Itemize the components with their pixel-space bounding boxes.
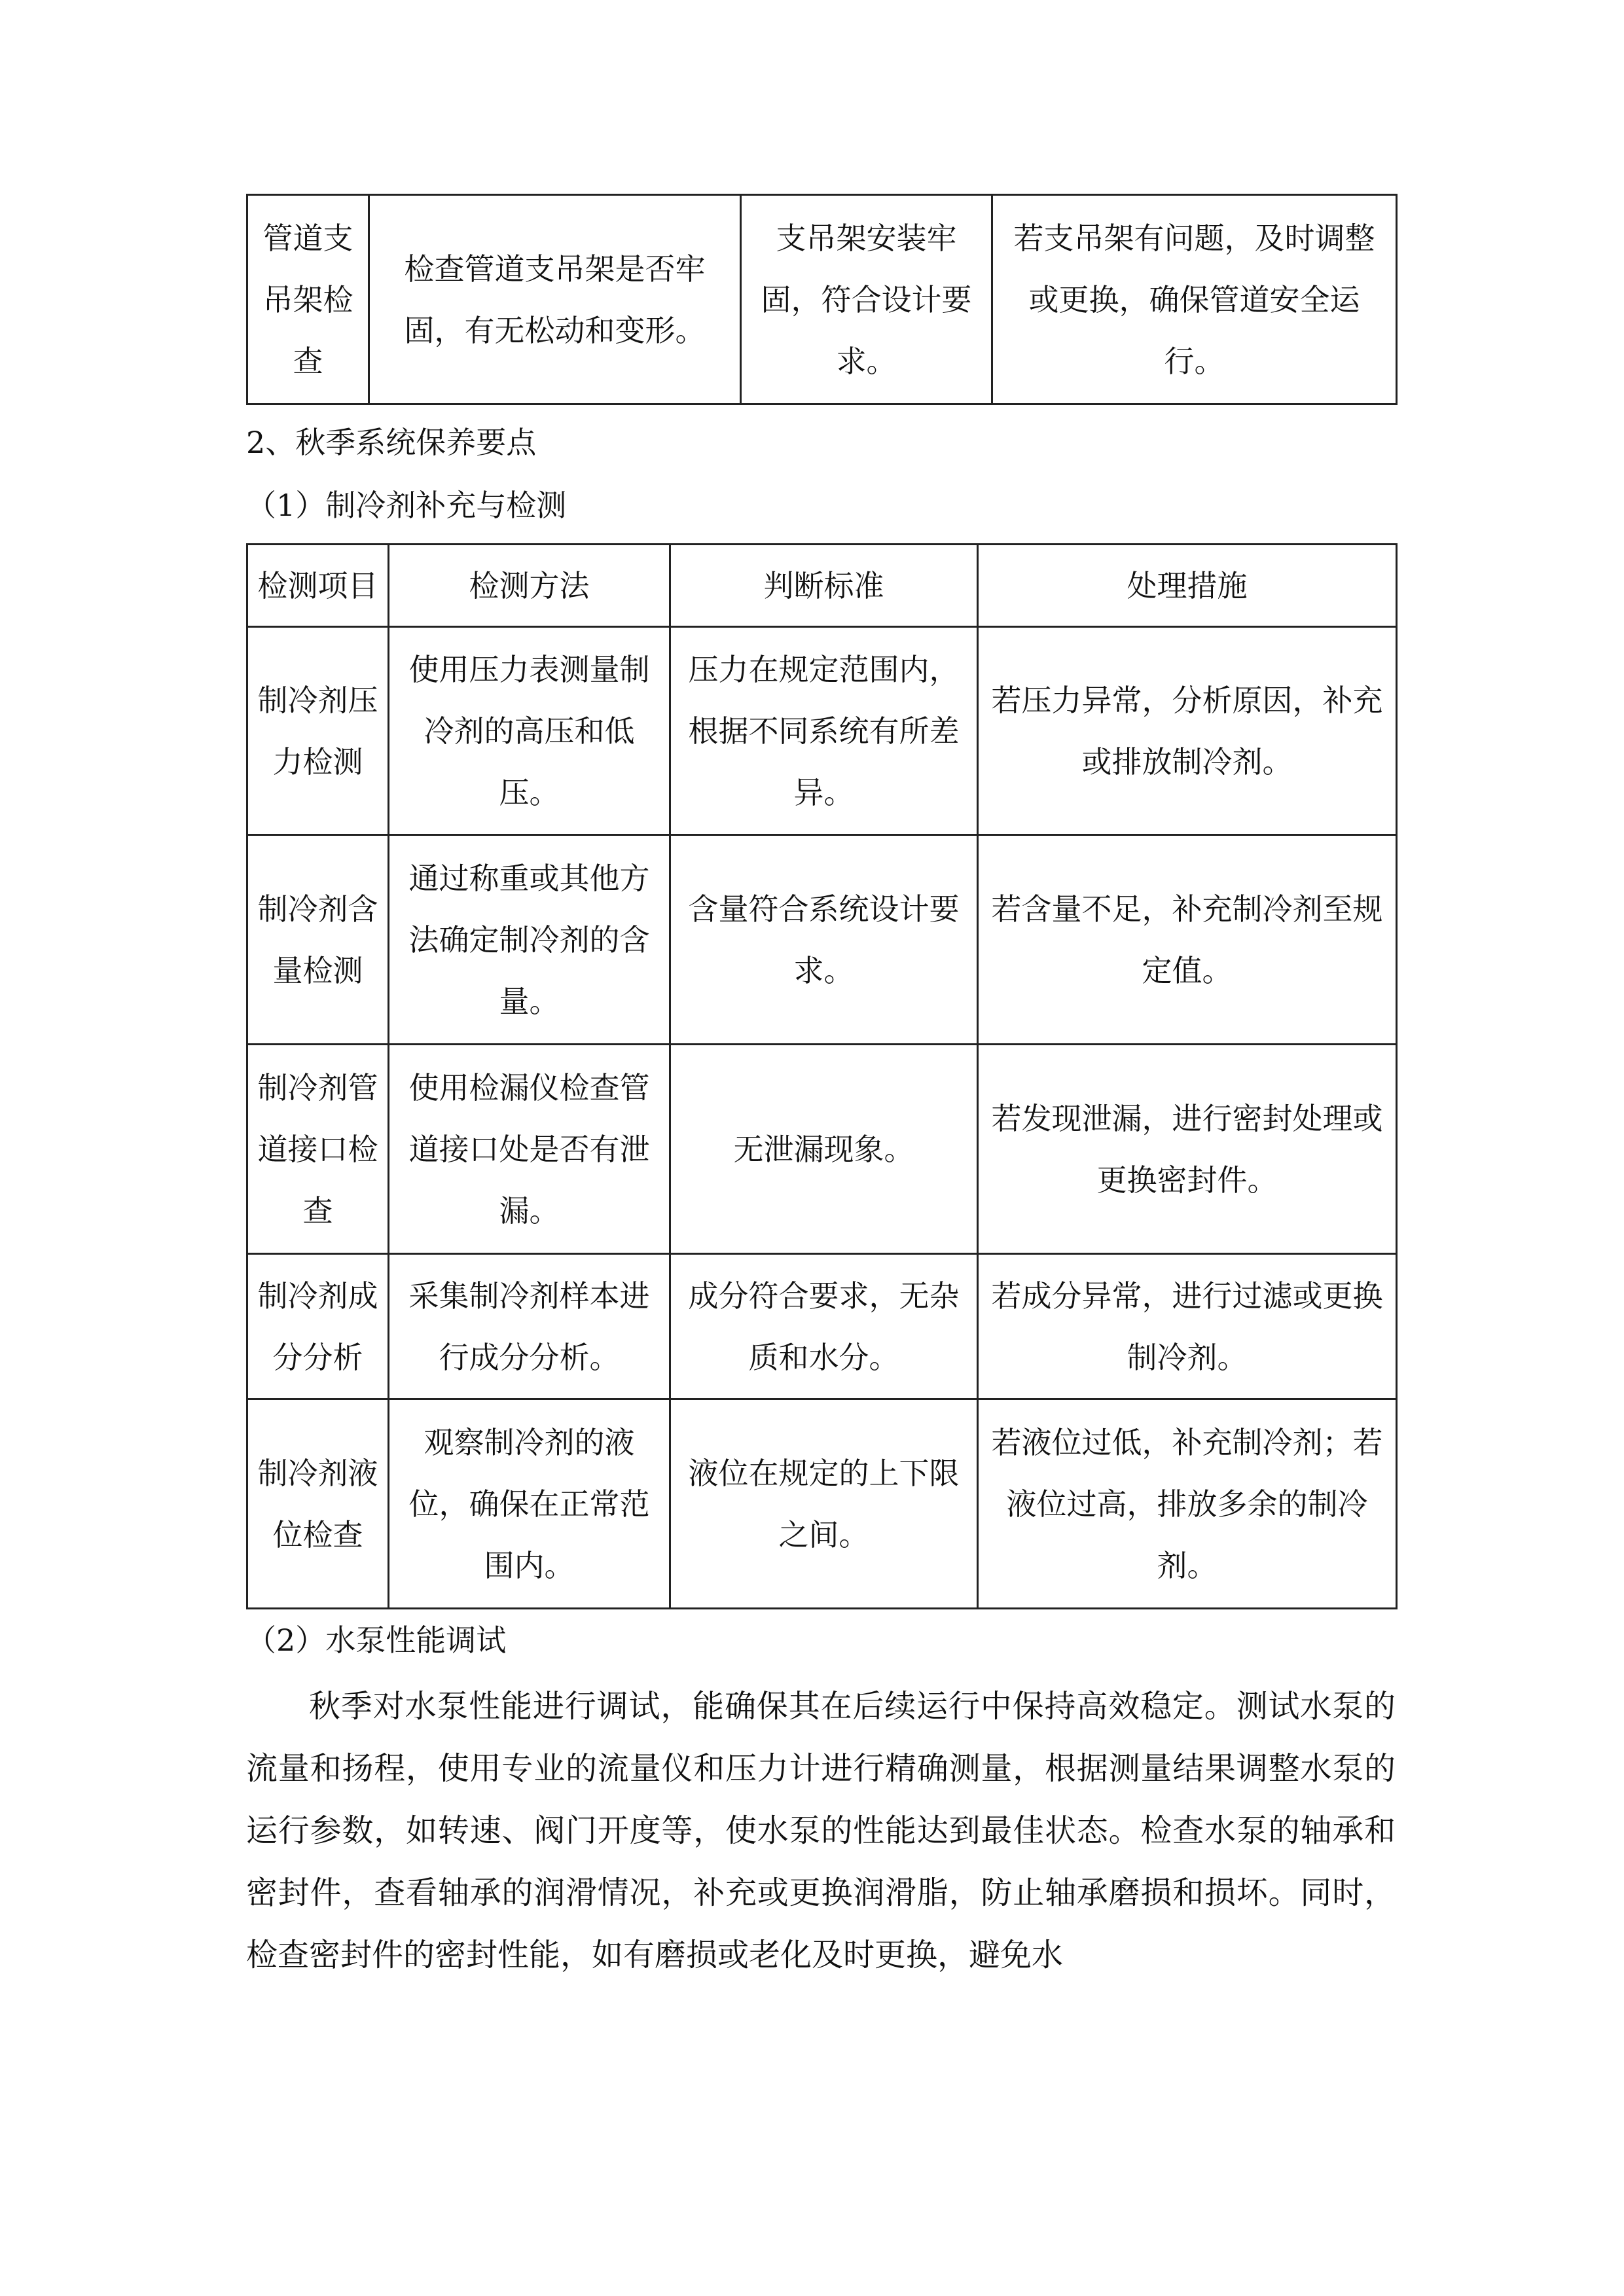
table-cell: 压力在规定范围内，根据不同系统有所差异。 [670, 627, 978, 835]
table-cell: 成分符合要求，无杂质和水分。 [670, 1254, 978, 1399]
table-cell: 若支吊架有问题，及时调整或更换，确保管道安全运行。 [992, 195, 1397, 404]
column-header: 检测方法 [389, 545, 670, 627]
refrigerant-table [246, 543, 1398, 1609]
table-cell: 制冷剂液位检查 [247, 1399, 389, 1609]
subsection-heading: （2）水泵性能调试 [246, 1623, 507, 1658]
table-cell: 制冷剂成分分析 [247, 1254, 389, 1399]
table-cell: 若发现泄漏，进行密封处理或更换密封件。 [978, 1045, 1397, 1254]
table-row [247, 1254, 1397, 1399]
table-cell: 制冷剂管道接口检查 [247, 1045, 389, 1254]
pipe-support-table [246, 194, 1398, 405]
body-paragraph: 秋季对水泵性能进行调试，能确保其在后续运行中保持高效稳定。测试水泵的流量和扬程，使用专业的流量仪和压力计进行精确测量，根据测量结果调整水泵的运行参数，如转速、阀门开度等，使水泵的性能达到最佳状态。检查水泵的轴承和密封件，查看轴承的润滑情况，补充或更换润滑脂，防止轴承磨损和损坏。同时，检查密封件的密封性能，如有磨损或老化及时更换，避免水 [246, 1688, 1396, 1973]
column-header: 处理措施 [978, 545, 1397, 627]
column-header: 判断标准 [670, 545, 978, 627]
table-cell: 若含量不足，补充制冷剂至规定值。 [978, 835, 1397, 1045]
table-cell: 采集制冷剂样本进行成分分析。 [389, 1254, 670, 1399]
table-row [247, 195, 1397, 404]
table-cell: 支吊架安装牢固，符合设计要求。 [741, 195, 992, 404]
column-header: 检测项目 [247, 545, 389, 627]
subsection-heading: （1）制冷剂补充与检测 [246, 488, 567, 523]
table-cell: 使用检漏仪检查管道接口处是否有泄漏。 [389, 1045, 670, 1254]
table-cell: 液位在规定的上下限之间。 [670, 1399, 978, 1609]
section-heading: 2、秋季系统保养要点 [246, 425, 537, 460]
table-header-row [247, 545, 1397, 627]
table-row [247, 1045, 1397, 1254]
table-cell: 制冷剂压力检测 [247, 627, 389, 835]
table-row [247, 835, 1397, 1045]
table-row [247, 1399, 1397, 1609]
table-cell: 含量符合系统设计要求。 [670, 835, 978, 1045]
table-row [247, 627, 1397, 835]
table-cell: 若液位过低，补充制冷剂；若液位过高，排放多余的制冷剂。 [978, 1399, 1397, 1609]
table-cell: 管道支吊架检查 [247, 195, 369, 404]
table-cell: 若成分异常，进行过滤或更换制冷剂。 [978, 1254, 1397, 1399]
table-cell: 观察制冷剂的液位，确保在正常范围内。 [389, 1399, 670, 1609]
table-cell: 检查管道支吊架是否牢固，有无松动和变形。 [369, 195, 741, 404]
table-cell: 通过称重或其他方法确定制冷剂的含量。 [389, 835, 670, 1045]
table-cell: 制冷剂含量检测 [247, 835, 389, 1045]
table-cell: 若压力异常，分析原因，补充或排放制冷剂。 [978, 627, 1397, 835]
table-cell: 使用压力表测量制冷剂的高压和低压。 [389, 627, 670, 835]
table-cell: 无泄漏现象。 [670, 1045, 978, 1254]
